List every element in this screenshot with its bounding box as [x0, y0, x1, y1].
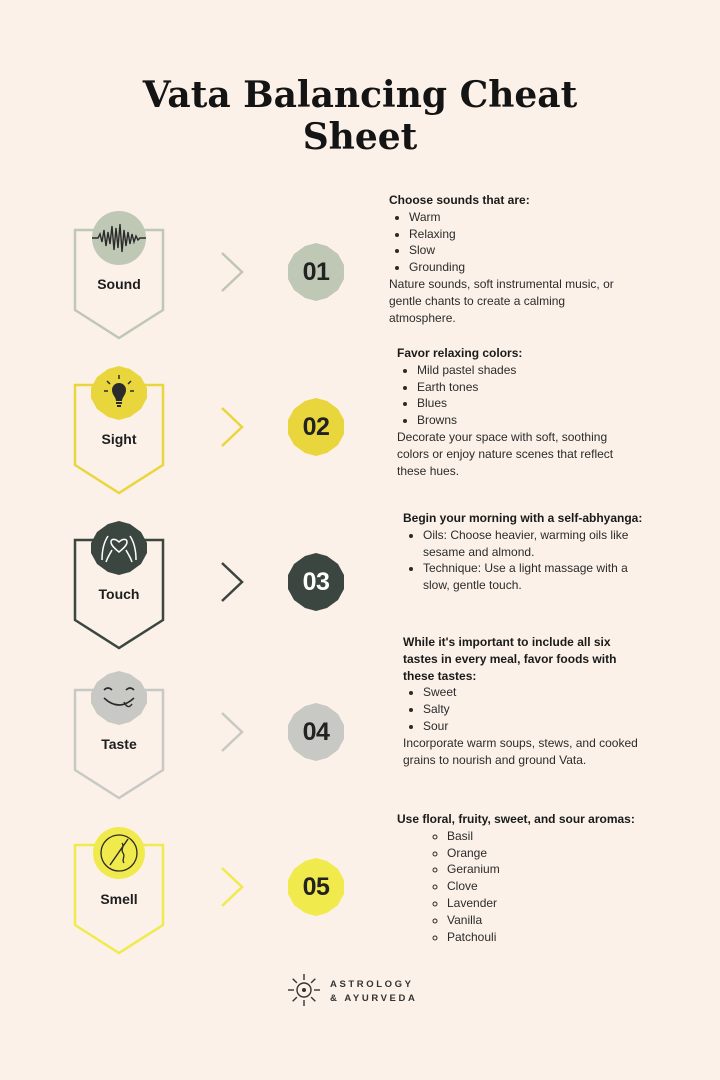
bullet-item: • Salty: [423, 701, 643, 718]
bullet-item: • Blues: [417, 395, 637, 412]
touch-heading: Begin your morning with a self-abhyanga:: [403, 511, 643, 525]
hands-heart-icon: [88, 520, 150, 576]
sight-bullet-list: [397, 362, 637, 429]
chevron-right-icon: [218, 250, 246, 294]
touch-details: [403, 510, 643, 594]
bullet-item: ◦ Clove: [447, 878, 637, 895]
bullet-item: • Mild pastel shades: [417, 362, 637, 379]
soundwave-icon: [88, 210, 150, 266]
sight-description: Decorate your space with soft, soothing colors or enjoy nature scenes that reflect these hues.: [397, 429, 614, 478]
bullet-item: • Grounding: [409, 259, 629, 276]
page-title: [0, 74, 720, 158]
taste-details: [403, 634, 643, 768]
bullet-item: • Technique: Use a light massage with a slow, gentle touch.: [423, 560, 643, 594]
bullet-item: • Oils: Choose heavier, warming oils like sesame and almond.: [423, 527, 643, 561]
bullet-item: ◦ Orange: [447, 845, 637, 862]
chevron-right-icon: [218, 560, 246, 604]
number-04: 04: [302, 718, 330, 746]
number-05: 05: [302, 873, 330, 901]
number-badge-01: [286, 242, 346, 302]
chevron-right-icon: [218, 710, 246, 754]
incense-icon: [88, 825, 150, 881]
bullet-item: • Sour: [423, 718, 643, 735]
chevron-right-icon: [218, 865, 246, 909]
bullet-item: ◦ Basil: [447, 828, 637, 845]
bullet-item: • Slow: [409, 242, 629, 259]
smell-label: Smell: [100, 891, 138, 907]
number-badge-05: [286, 857, 346, 917]
section-sound: [0, 193, 720, 360]
bullet-item: ◦ Patchouli: [447, 929, 637, 946]
sound-bullet-list: [389, 209, 629, 276]
smell-bullet-list: [397, 828, 637, 946]
brand-line-2: & AYURVEDA: [330, 993, 418, 1004]
chevron-right-icon: [218, 405, 246, 449]
sound-heading: Choose sounds that are:: [389, 193, 530, 207]
bullet-item: • Browns: [417, 412, 637, 429]
sound-description: Nature sounds, soft instrumental music, or gentle chants to create a calming atmosphere.: [389, 276, 614, 325]
title-line-1: Vata Balancing Cheat: [142, 74, 578, 116]
brand-logo: [286, 972, 446, 1012]
taste-heading: While it's important to include all six tastes in every meal, favor foods with these tastes:: [403, 635, 617, 683]
bullet-item: ◦ Lavender: [447, 895, 637, 912]
sight-heading: Favor relaxing colors:: [397, 346, 523, 360]
bullet-item: • Earth tones: [417, 379, 637, 396]
sound-label: Sound: [97, 276, 141, 292]
sight-label: Sight: [101, 431, 137, 447]
sound-details: [389, 192, 629, 326]
lightbulb-icon: [88, 365, 150, 421]
brand-line-1: ASTROLOGY: [330, 979, 414, 990]
title-line-2: Sheet: [302, 116, 418, 158]
section-taste: [0, 635, 720, 820]
smiling-face-icon: [88, 670, 150, 726]
bullet-item: ◦ Geranium: [447, 861, 637, 878]
section-sight: [0, 346, 720, 515]
sun-logo-icon: [286, 972, 322, 1008]
bullet-item: • Warm: [409, 209, 629, 226]
touch-bullet-list: [403, 527, 643, 594]
taste-label: Taste: [101, 736, 137, 752]
brand-name: [330, 978, 417, 1006]
number-01: 01: [302, 258, 330, 286]
taste-description: Incorporate warm soups, stews, and cooked grains to nourish and ground Vata.: [403, 735, 638, 767]
touch-label: Touch: [98, 586, 140, 602]
number-badge-03: [286, 552, 346, 612]
number-badge-02: [286, 397, 346, 457]
number-03: 03: [302, 568, 330, 596]
sight-details: [397, 345, 637, 479]
smell-heading: Use floral, fruity, sweet, and sour aromas:: [397, 812, 635, 826]
bullet-item: • Sweet: [423, 684, 643, 701]
number-badge-04: [286, 702, 346, 762]
number-02: 02: [302, 413, 330, 441]
section-smell: [0, 812, 720, 975]
bullet-item: • Relaxing: [409, 226, 629, 243]
taste-bullet-list: [403, 684, 643, 734]
smell-details: [397, 811, 637, 945]
bullet-item: ◦ Vanilla: [447, 912, 637, 929]
